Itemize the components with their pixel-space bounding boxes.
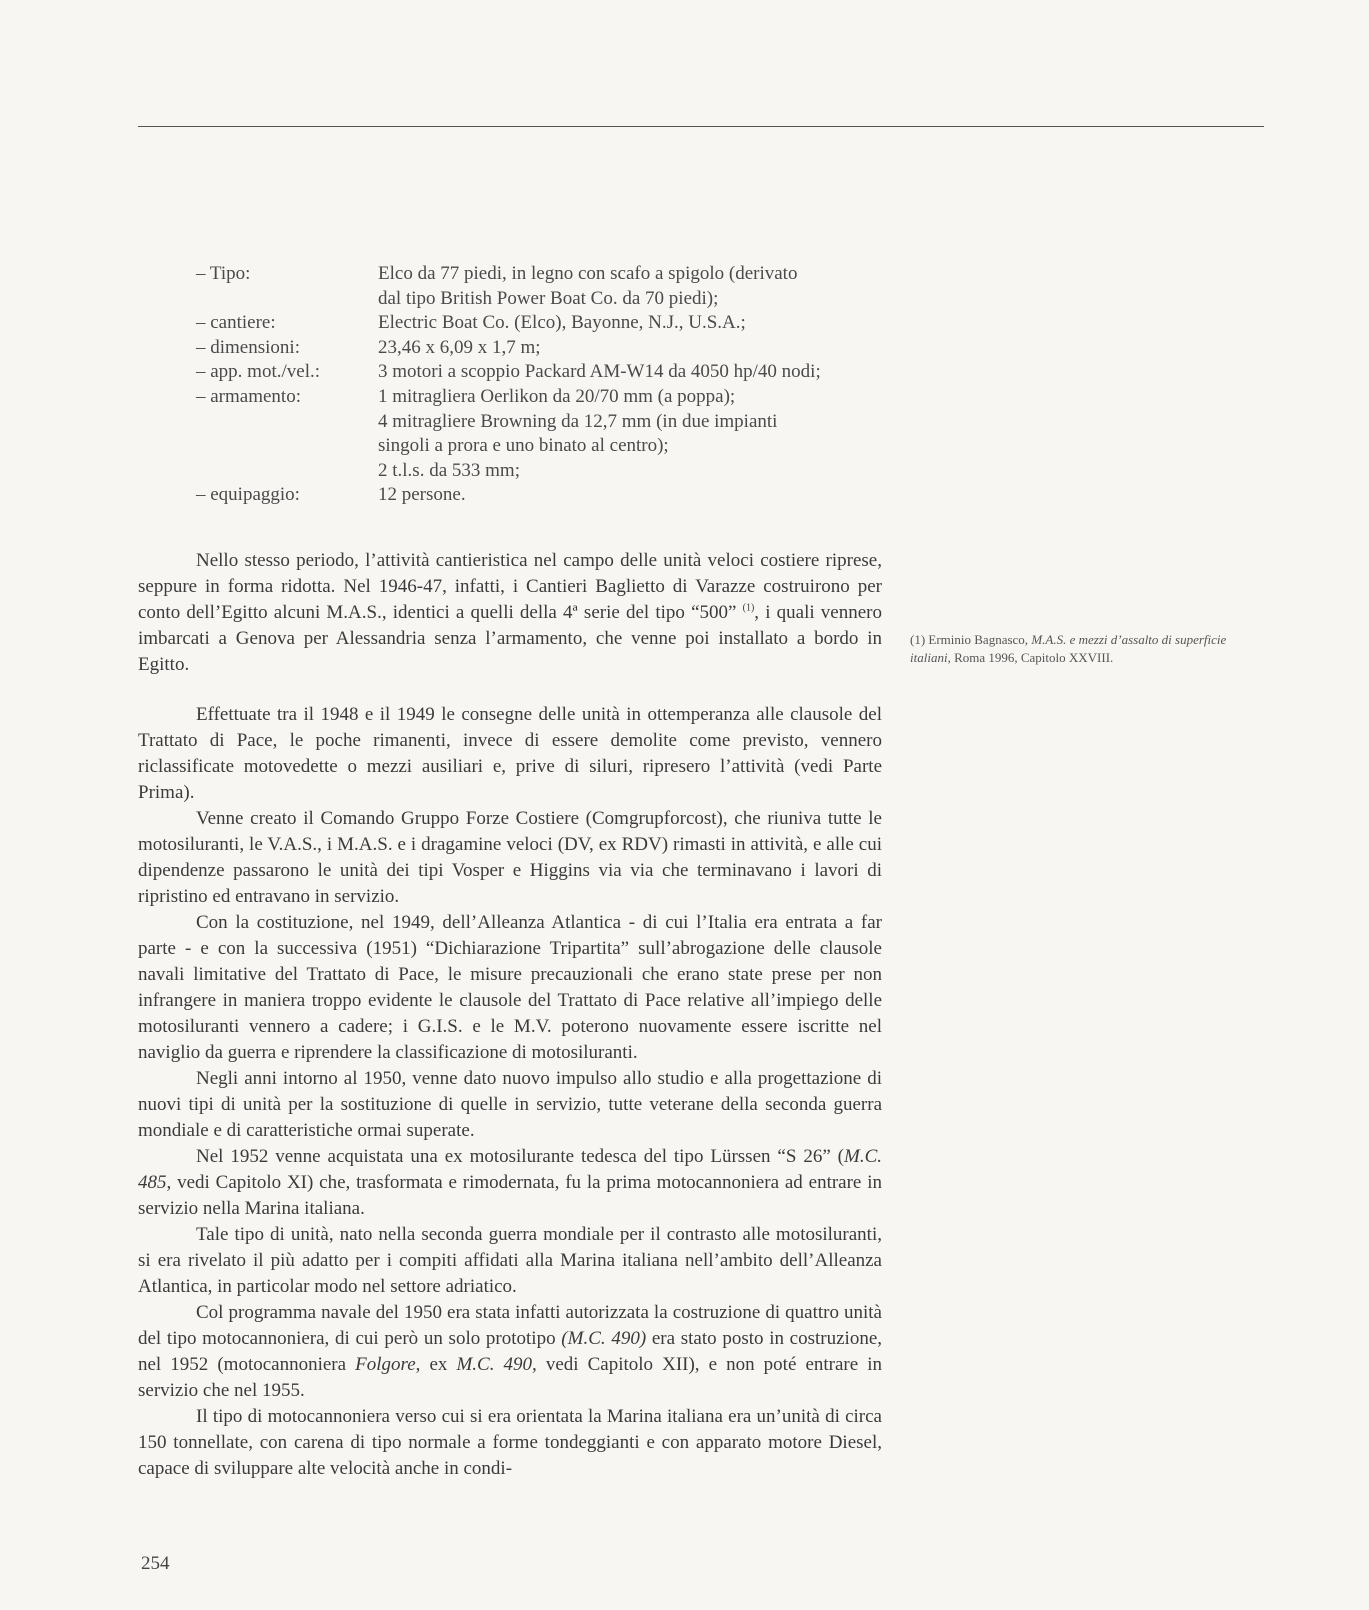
paragraph-text: Nello stesso periodo, l’attività cantieristica nel campo delle unità veloci costiere riprese, seppure in forma ridotta. Nel 1946-47, infatti, i Cantieri Baglietto di Varazze costruirono per conto dell’Egitto alcuni M.A.S., identici a quelli della 4ª serie del tipo “500” [138,550,882,623]
spec-label: – equipaggio: [196,484,300,506]
spec-value-line: Elco da 77 piedi, in legno con scafo a spigolo (derivato [378,263,798,284]
spec-label: – armamento: [196,385,301,407]
spec-value-line: 2 t.l.s. da 533 mm; [378,459,520,481]
paragraph-text: vedi Capitolo XII), e non poté entrare in servizio che nel 1955. [138,1354,883,1401]
spec-row-dimensioni [196,336,896,361]
paragraph: Tale tipo di unità, nato nella seconda guerra mondiale per il contrasto alle motosiluranti, si era rivelato il più adatto per i compiti affidati alla Marina italiana nell’ambito dell’Alleanza Atlantica, in particolar modo nel settore adriatico. [138,1224,882,1297]
page-number: 254 [141,1553,170,1574]
spec-value-line: 4 mitragliere Browning da 12,7 mm (in due impianti [378,410,778,432]
spec-value-line: 3 motori a scoppio Packard AM-W14 da 4050 hp/40 nodi; [378,361,821,383]
paragraph-text: era stato posto in costruzione, nel 1952 (motocannoniera [138,1328,883,1375]
spec-value-line: 23,46 x 6,09 x 1,7 m; [378,336,541,358]
footnote-text: (1) Erminio Bagnasco, [910,632,1032,647]
paragraph-text: Nel 1952 venne acquistata una ex motosilurante tedesca del tipo Lürssen “S 26” ( [196,1146,844,1167]
paragraph: Negli anni intorno al 1950, venne dato nuovo impulso allo studio e alla progettazione di nuovi tipi di unità per la sostituzione di quelle in servizio, tutte veterane della seconda guerra mondiale e di caratteristiche ormai superate. [138,1068,882,1141]
spec-value [378,360,896,385]
spec-value-line: 1 mitragliera Oerlikon da 20/70 mm (a poppa); [378,385,736,407]
italic-text: Folgore [355,1354,416,1375]
spec-label: – dimensioni: [196,336,300,358]
spec-value-line: 12 persone. [378,484,466,506]
spec-row-tipo [196,262,896,311]
footnote-title: M.A.S. e mezzi d’assalto di superficie italiani [910,632,1227,665]
spec-label: – cantiere: [196,312,276,334]
paragraph [138,548,882,678]
spec-value-line: dal tipo British Power Boat Co. da 70 piedi); [378,287,719,309]
spec-row-app-mot [196,360,896,385]
spec-list [196,262,896,508]
spec-value-line: Electric Boat Co. (Elco), Bayonne, N.J., U.S.A.; [378,312,746,334]
paragraph-text: Col programma navale del 1950 era stata infatti autorizzata la costruzione di quattro unità del tipo motocannoniera, di cui però un solo prototipo [138,1302,882,1349]
paragraph [138,1144,882,1222]
footnote-text: , Roma 1996, Capitolo XXVIII. [947,650,1114,665]
footnote-ref: (1) [742,602,755,614]
paragraph-text: , ex [415,1354,457,1375]
spec-label: – Tipo: [196,263,251,284]
paragraph [138,1300,882,1404]
spec-value [378,385,896,483]
spec-value [378,336,896,361]
body-block-1 [138,548,882,678]
spec-row-armamento [196,385,896,483]
spec-value [378,311,896,336]
top-rule [138,126,1264,127]
italic-text: M.C. 485 [138,1146,882,1193]
paragraph-text: , vedi Capitolo XI) che, trasformata e rimodernata, fu la prima motocannoniera ad entrare in servizio nella Marina italiana. [138,1172,882,1219]
paragraph: Il tipo di motocannoniera verso cui si era orientata la Marina italiana era un’unità di circa 150 tonnellate, con carena di tipo normale a forme tondeggianti e con apparato motore Diesel, capace di sviluppare alte velocità anche in condi- [138,1406,882,1479]
italic-text: (M.C. 490) [561,1328,647,1349]
spec-label: – app. mot./vel.: [196,361,321,383]
spec-value [378,483,896,508]
body-block-2 [138,702,882,1482]
italic-text: M.C. 490, [456,1354,537,1375]
paragraph: Venne creato il Comando Gruppo Forze Costiere (Comgrupforcost), che riuniva tutte le motosiluranti, le V.A.S., i M.A.S. e i dragamine veloci (DV, ex RDV) rimasti in attività, e alle cui dipendenze passarono le unità dei tipi Vosper e Higgins via via che terminavano i lavori di ripristino ed entravano in servizio. [138,808,882,907]
spec-value-line: singoli a prora e uno binato al centro); [378,435,669,457]
footnote [910,631,1270,667]
spec-value [378,262,896,311]
spec-row-equipaggio [196,483,896,508]
paragraph: Con la costituzione, nel 1949, dell’Alleanza Atlantica - di cui l’Italia era entrata a far parte - e con la successiva (1951) “Dichiarazione Tripartita” sull’abrogazione delle clausole navali limitative del Trattato di Pace, le misure precauzionali che erano state prese per non infrangere in maniera troppo evidente le clausole del Trattato di Pace relative all’impiego delle motosiluranti vennero a cadere; i G.I.S. e le M.V. poterono nuovamente essere iscritte nel naviglio da guerra e riprendere la classificazione di motosiluranti. [138,912,882,1063]
spec-row-cantiere [196,311,896,336]
paragraph-text: , i quali vennero imbarcati a Genova per Alessandria senza l’armamento, che venne poi installato a bordo in Egitto. [138,602,882,675]
paragraph: Effettuate tra il 1948 e il 1949 le consegne delle unità in ottemperanza alle clausole del Trattato di Pace, le poche rimanenti, invece di essere demolite come previsto, vennero riclassificate motovedette o mezzi ausiliari e, prive di siluri, ripresero l’attività (vedi Parte Prima). [138,704,882,803]
